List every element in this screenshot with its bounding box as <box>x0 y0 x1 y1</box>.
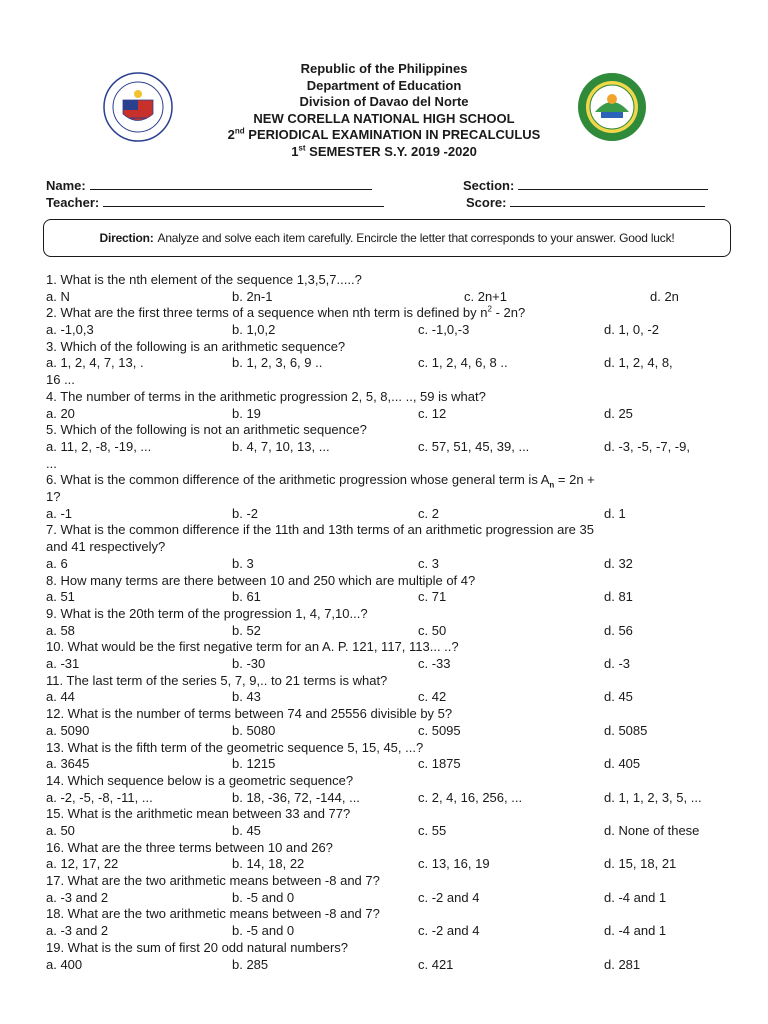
option-10d[interactable]: d. -3 <box>604 656 631 672</box>
option-10c[interactable]: c. -33 <box>418 656 451 672</box>
option-3b[interactable]: b. 1, 2, 3, 6, 9 .. <box>232 355 323 371</box>
option-18c[interactable]: c. -2 and 4 <box>418 923 480 939</box>
option-16d[interactable]: d. 15, 18, 21 <box>604 856 677 872</box>
option-10a[interactable]: a. -31 <box>46 656 80 672</box>
header-country: Republic of the Philippines <box>300 61 468 76</box>
option-5d[interactable]: d. -3, -5, -7, -9, <box>604 438 690 454</box>
header-school: NEW CORELLA NATIONAL HIGH SCHOOL <box>253 110 515 126</box>
options-3 <box>46 355 736 388</box>
question-6: 6. What is the common difference of the arithmetic progression whose general term is $A_n = 2n$ + <box>46 472 595 490</box>
options-13 <box>46 756 736 773</box>
option-6b[interactable]: b. -2 <box>232 505 259 521</box>
direction-label: Direction: <box>99 231 154 245</box>
option-11b[interactable]: b. 43 <box>232 689 261 705</box>
option-11a[interactable]: a. 44 <box>46 689 75 705</box>
options-15 <box>46 823 736 840</box>
teacher-field[interactable] <box>46 195 384 210</box>
option-12a[interactable]: a. 5090 <box>46 722 90 738</box>
option-1c[interactable]: c. 2n+1 <box>464 288 508 304</box>
option-2c[interactable]: c. -1,0,-3 <box>418 322 470 338</box>
header-semester: 1st SEMESTER S.Y. 2019 -2020 <box>291 143 477 159</box>
option-17a[interactable]: a. -3 and 2 <box>46 889 109 905</box>
option-3d[interactable]: d. 1, 2, 4, 8, <box>604 355 673 371</box>
option-13a[interactable]: a. 3645 <box>46 756 90 772</box>
option-7c[interactable]: c. 3 <box>418 555 439 571</box>
question-7: 7. What is the common difference if the 11th and 13th terms of an arithmetic progression are 35 <box>46 522 594 538</box>
option-5a[interactable]: a. 11, 2, -8, -19, ... <box>46 438 152 454</box>
question-13: 13. What is the fifth term of the geometric sequence 5, 15, 45, ...? <box>46 739 424 755</box>
name-field[interactable] <box>46 178 372 193</box>
option-15c[interactable]: c. 55 <box>418 822 447 838</box>
question-17: 17. What are the two arithmetic means between -8 and 7? <box>46 873 380 889</box>
option-19d[interactable]: d. 281 <box>604 956 641 972</box>
question-5: 5. Which of the following is not an arithmetic sequence? <box>46 422 367 438</box>
option-6a[interactable]: a. -1 <box>46 505 73 521</box>
section-blank[interactable] <box>518 179 708 190</box>
option-15a[interactable]: a. 50 <box>46 822 75 838</box>
option-8a[interactable]: a. 51 <box>46 589 75 605</box>
option-3d-wrap[interactable]: 16 ... <box>46 372 75 388</box>
teacher-label: Teacher: <box>46 195 100 210</box>
option-7b[interactable]: b. 3 <box>232 555 254 571</box>
header-division: Division of Davao del Norte <box>299 94 469 110</box>
option-13d[interactable]: d. 405 <box>604 756 641 772</box>
options-9 <box>46 623 736 640</box>
option-12d[interactable]: d. 5085 <box>604 722 648 738</box>
question-10: 10. What would be the first negative term for an A. P. 121, 117, 113... ..? <box>46 639 459 655</box>
option-4d[interactable]: d. 25 <box>604 405 633 421</box>
question-9: 9. What is the 20th term of the progression 1, 4, 7,10...? <box>46 605 368 621</box>
option-19c[interactable]: c. 421 <box>418 956 454 972</box>
option-4a[interactable]: a. 20 <box>46 405 75 421</box>
option-18a[interactable]: a. -3 and 2 <box>46 923 109 939</box>
question-list <box>46 272 736 973</box>
name-blank[interactable] <box>90 179 372 190</box>
question-7-cont: and 41 respectively? <box>46 539 166 555</box>
question-12: 12. What is the number of terms between 74 and 25556 divisible by 5? <box>46 706 453 722</box>
teacher-blank[interactable] <box>103 196 384 207</box>
option-18d[interactable]: d. -4 and 1 <box>604 923 667 939</box>
section-label: Section: <box>463 178 515 193</box>
options-4 <box>46 406 736 423</box>
option-19a[interactable]: a. 400 <box>46 956 83 972</box>
option-18b[interactable]: b. -5 and 0 <box>232 923 295 939</box>
option-2a[interactable]: a. -1,0,3 <box>46 322 94 338</box>
option-5c[interactable]: c. 57, 51, 45, 39, ... <box>418 438 530 454</box>
option-4b[interactable]: b. 19 <box>232 405 261 421</box>
section-field[interactable] <box>463 178 708 193</box>
option-3c[interactable]: c. 1, 2, 4, 6, 8 .. <box>418 355 508 371</box>
option-11c[interactable]: c. 42 <box>418 689 447 705</box>
question-19: 19. What is the sum of first 20 odd natural numbers? <box>46 939 349 955</box>
exam-header <box>0 61 768 161</box>
options-5 <box>46 439 736 472</box>
option-13b[interactable]: b. 1215 <box>232 756 276 772</box>
score-field[interactable] <box>466 195 705 210</box>
option-7d[interactable]: d. 32 <box>604 555 633 571</box>
option-9a[interactable]: a. 58 <box>46 622 75 638</box>
header-exam-title: 2nd PERIODICAL EXAMINATION IN PRECALCULUS <box>227 127 541 143</box>
options-18 <box>46 923 736 940</box>
option-6d[interactable]: d. 1 <box>604 505 626 521</box>
option-2b[interactable]: b. 1,0,2 <box>232 322 276 338</box>
options-10 <box>46 656 736 673</box>
options-16 <box>46 856 736 873</box>
option-15b[interactable]: b. 45 <box>232 822 261 838</box>
option-16a[interactable]: a. 12, 17, 22 <box>46 856 119 872</box>
option-1b[interactable]: b. 2n-1 <box>232 288 273 304</box>
options-1 <box>46 289 736 306</box>
option-17c[interactable]: c. -2 and 4 <box>418 889 480 905</box>
question-16: 16. What are the three terms between 10 and 26? <box>46 839 333 855</box>
option-9d[interactable]: d. 56 <box>604 622 633 638</box>
score-label: Score: <box>466 195 507 210</box>
option-15d[interactable]: d. None of these <box>604 822 700 838</box>
question-14: 14. Which sequence below is a geometric sequence? <box>46 772 354 788</box>
options-11 <box>46 689 736 706</box>
option-11d[interactable]: d. 45 <box>604 689 633 705</box>
option-16c[interactable]: c. 13, 16, 19 <box>418 856 490 872</box>
question-2: 2. What are the first three terms of a sequence when nth term is defined by $n^2 - 2n$? <box>46 305 526 321</box>
option-4c[interactable]: c. 12 <box>418 405 447 421</box>
question-15: 15. What is the arithmetic mean between 33 and 77? <box>46 806 351 822</box>
options-12 <box>46 723 736 740</box>
option-13c[interactable]: c. 1875 <box>418 756 461 772</box>
option-14c[interactable]: c. 2, 4, 16, 256, ... <box>418 789 523 805</box>
option-12c[interactable]: c. 5095 <box>418 722 461 738</box>
option-3a[interactable]: a. 1, 2, 4, 7, 13, . <box>46 355 144 371</box>
option-5b[interactable]: b. 4, 7, 10, 13, ... <box>232 438 330 454</box>
question-3: 3. Which of the following is an arithmetic sequence? <box>46 338 346 354</box>
option-14a[interactable]: a. -2, -5, -8, -11, ... <box>46 789 153 805</box>
options-2 <box>46 322 736 339</box>
option-14d[interactable]: d. 1, 1, 2, 3, 5, ... <box>604 789 702 805</box>
option-10b[interactable]: b. -30 <box>232 656 266 672</box>
option-17d[interactable]: d. -4 and 1 <box>604 889 667 905</box>
option-1a[interactable]: a. N <box>46 288 70 304</box>
options-17 <box>46 890 736 907</box>
option-9b[interactable]: b. 52 <box>232 622 261 638</box>
option-8b[interactable]: b. 61 <box>232 589 261 605</box>
question-6-cont: 1? <box>46 489 61 505</box>
option-14b[interactable]: b. 18, -36, 72, -144, ... <box>232 789 360 805</box>
option-17b[interactable]: b. -5 and 0 <box>232 889 295 905</box>
header-department: Department of Education <box>306 77 462 93</box>
option-8c[interactable]: c. 71 <box>418 589 447 605</box>
option-6c[interactable]: c. 2 <box>418 505 439 521</box>
option-19b[interactable]: b. 285 <box>232 956 269 972</box>
option-1d[interactable]: d. 2n <box>650 288 679 304</box>
options-14 <box>46 790 736 807</box>
score-blank[interactable] <box>510 196 705 207</box>
direction-text: Analyze and solve each item carefully. Encircle the letter that corresponds to your answer. Good luck! <box>157 231 675 245</box>
question-4: 4. The number of terms in the arithmetic progression 2, 5, 8,... .., 59 is what? <box>46 388 486 404</box>
option-2d[interactable]: d. 1, 0, -2 <box>604 322 659 338</box>
question-8: 8. How many terms are there between 10 and 250 which are multiple of 4? <box>46 572 476 588</box>
question-11: 11. The last term of the series 5, 7, 9,.. to 21 terms is what? <box>46 672 388 688</box>
question-18: 18. What are the two arithmetic means between -8 and 7? <box>46 906 380 922</box>
options-8 <box>46 589 736 606</box>
question-1: 1. What is the nth element of the sequence 1,3,5,7.....? <box>46 272 362 287</box>
option-7a[interactable]: a. 6 <box>46 555 68 571</box>
option-12b[interactable]: b. 5080 <box>232 722 276 738</box>
direction-box <box>43 219 731 257</box>
options-19 <box>46 957 736 974</box>
option-9c[interactable]: c. 50 <box>418 622 447 638</box>
option-8d[interactable]: d. 81 <box>604 589 633 605</box>
options-6 <box>46 506 736 523</box>
option-16b[interactable]: b. 14, 18, 22 <box>232 856 305 872</box>
name-label: Name: <box>46 178 86 193</box>
options-7 <box>46 556 736 573</box>
option-5d-wrap[interactable]: ... <box>46 455 57 471</box>
